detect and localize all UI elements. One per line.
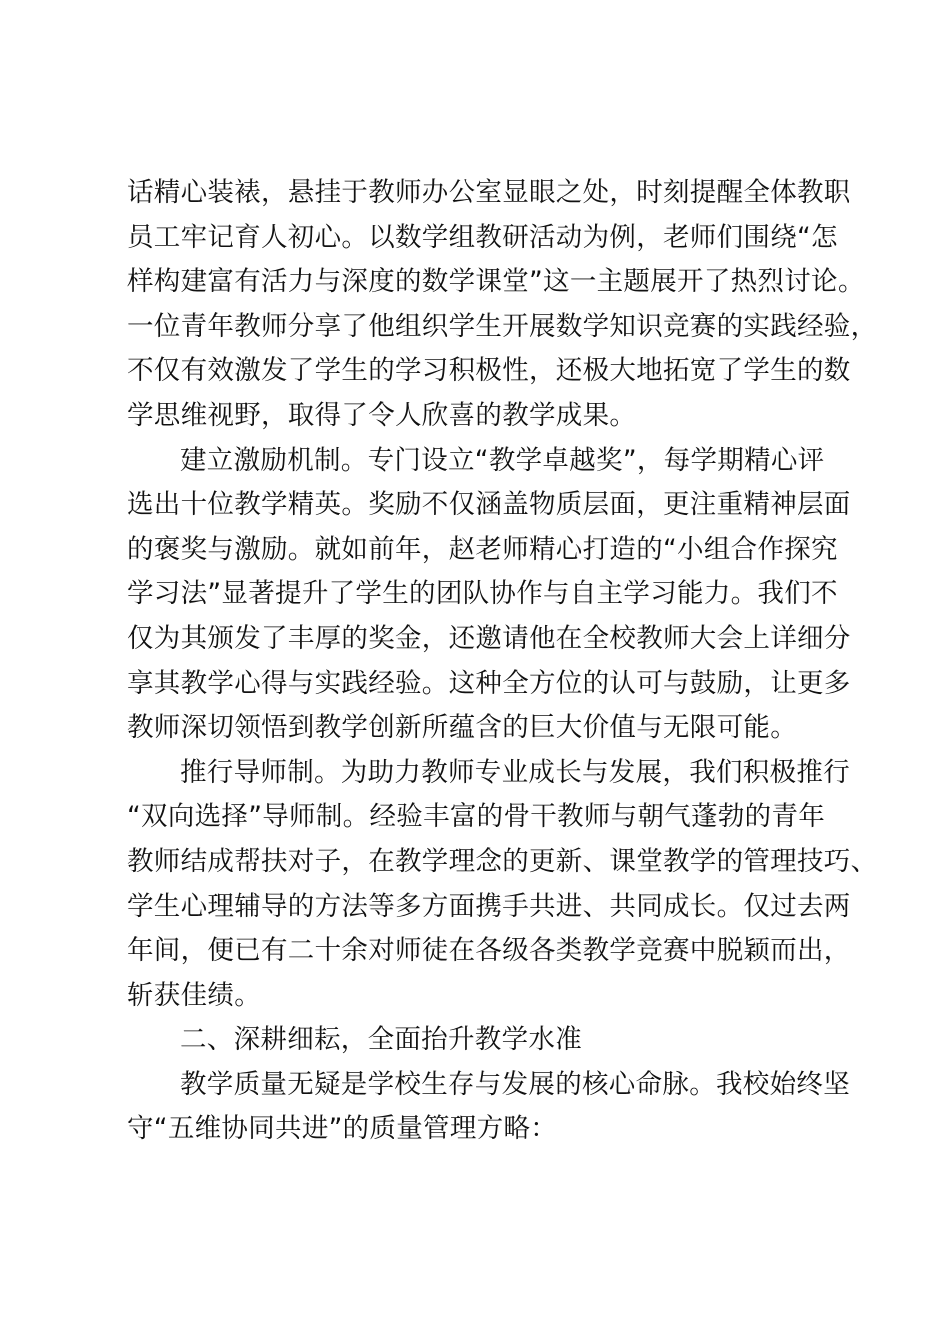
text-line: 不仅有效激发了学生的学习积极性，还极大地拓宽了学生的数 xyxy=(127,355,851,387)
text-line: 教师结成帮扶对子，在教学理念的更新、课堂教学的管理技巧、 xyxy=(127,845,878,877)
text-line: 样构建富有活力与深度的数学课堂”这一主题展开了热烈讨论。 xyxy=(127,266,865,298)
text-line: 年间，便已有二十余对师徒在各级各类教学竞赛中脱颖而出， xyxy=(127,935,851,967)
text-line: 的褒奖与激励。就如前年，赵老师精心打造的“小组合作探究 xyxy=(127,533,838,565)
text-line: 斩获佳绩。 xyxy=(127,979,261,1011)
text-line: 选出十位教学精英。奖励不仅涵盖物质层面，更注重精神层面 xyxy=(127,489,851,521)
text-line: 员工牢记育人初心。以数学组教研活动为例，老师们围绕“怎 xyxy=(127,221,838,253)
text-line: 学习法”显著提升了学生的团队协作与自主学习能力。我们不 xyxy=(127,578,838,610)
text-line: 教师深切领悟到教学创新所蕴含的巨大价值与无限可能。 xyxy=(127,712,797,744)
paragraph-4 xyxy=(127,1063,850,1152)
text-line: 话精心装裱，悬挂于教师办公室显眼之处，时刻提醒全体教职 xyxy=(127,177,851,208)
document-body xyxy=(127,171,878,1152)
text-line: 守“五维协同共进”的质量管理方略： xyxy=(127,1113,558,1145)
text-line: 学思维视野，取得了令人欣喜的教学成果。 xyxy=(127,399,637,431)
text-line: 教学质量无疑是学校生存与发展的核心命脉。我校始终坚 xyxy=(180,1068,850,1100)
text-line: 仅为其颁发了丰厚的奖金，还邀请他在全校教师大会上详细分 xyxy=(127,622,851,654)
paragraph-2 xyxy=(127,439,851,751)
text-line: 推行导师制。为助力教师专业成长与发展，我们积极推行 xyxy=(180,756,850,788)
text-line: 学生心理辅导的方法等多方面携手共进、共同成长。仅过去两 xyxy=(127,890,851,922)
text-line: 一位青年教师分享了他组织学生开展数学知识竞赛的实践经验， xyxy=(127,310,878,342)
paragraph-3 xyxy=(127,751,878,1019)
section-heading: 二、深耕细耘，全面抬升教学水准 xyxy=(180,1024,582,1056)
text-line: “双向选择”导师制。经验丰富的骨干教师与朝气蓬勃的青年 xyxy=(127,801,826,833)
text-line: 建立激励机制。专门设立“教学卓越奖”，每学期精心评 xyxy=(180,444,825,476)
text-line: 享其教学心得与实践经验。这种全方位的认可与鼓励，让更多 xyxy=(127,667,851,699)
paragraph-1 xyxy=(127,171,878,439)
